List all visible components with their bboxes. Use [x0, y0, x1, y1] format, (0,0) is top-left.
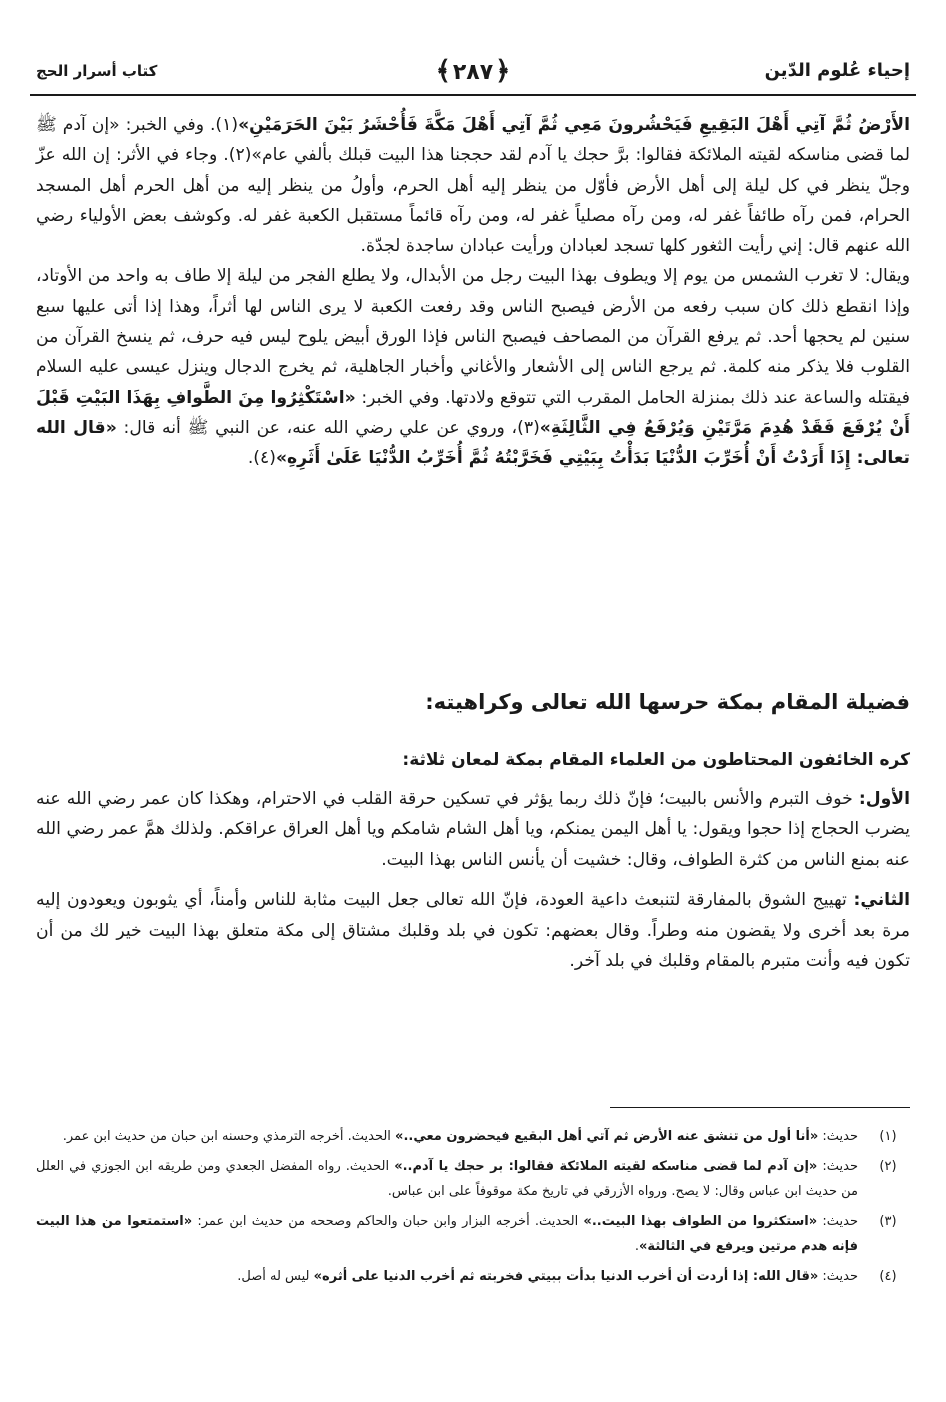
point-first — [36, 784, 910, 876]
footnote-text: . — [634, 1239, 640, 1254]
footnote — [36, 1264, 910, 1290]
text-run: (٤). — [247, 448, 276, 469]
footnote-text: حديث: — [817, 1213, 858, 1229]
page-number-block — [434, 56, 513, 86]
footnote-quote: «استمتعوا من هذا البيت فإنه هدم مرتين ويرفع في الثالثة» — [36, 1213, 858, 1254]
footnote-text: حديث: — [817, 1158, 858, 1174]
left-ornament-icon: ﴿ — [495, 56, 511, 86]
text-run: (٣)، وروي عن علي رضي الله عنه، عن النبي ﷺ أنه قال: — [116, 417, 540, 438]
footnote-text: حديث: — [818, 1129, 858, 1144]
hadith-quote: «اسْتَكْثِرُوا مِنَ الطَّوافِ بِهَذَا البَيْتِ قَبْلَ أَنْ يُرْفَعَ فَقَدْ هُدِمَ مَرَّتَيْنِ وَيُرْفَعُ فِي الثَّالِثَةِ» — [36, 387, 911, 438]
point-label: الثاني: — [853, 890, 910, 910]
page-header — [30, 52, 916, 96]
footnote — [36, 1154, 910, 1205]
footnotes — [36, 1124, 910, 1293]
point-text: تهييج الشوق بالمفارقة لتنبعث داعية العودة، فإنّ الله تعالى جعل البيت مثابة للناس وأمناً، أي يثوبون ويعودون إليه مرة بعد أخرى ولا يقضون منه وطراً. وقال بعضهم: تكون في بلد وقلبك مشتاق إلى مكة متعلق بهذا البيت خير لك من أن تكون فيه وأنت متبرم بالمقام وقلبك في بلد آخر. — [36, 890, 910, 971]
section-body — [36, 745, 910, 987]
footnote-text: حديث: — [818, 1268, 858, 1284]
footnote-text: الحديث. رواه المفضل الجعدي ومن طريقه ابن الجوزي في العلل من حديث ابن عباس وقال: لا يصح. ورواه الأزرقي في تاريخ مكة موقوفاً على ابن عباس. — [36, 1158, 858, 1199]
point-label: الأول: — [858, 788, 910, 809]
footnote-number: (٤) — [879, 1268, 897, 1284]
paragraph-2 — [36, 261, 910, 473]
point-second — [36, 885, 910, 977]
text-run: ويقال: لا تغرب الشمس من يوم إلا ويطوف بهذا البيت رجل من الأبدال، ولا يطلع الفجر من ليلة إلا طاف به واحد من الأوتاد، وإذا انقطع ذلك كان سبب رفعه من الأرض فيصبح الناس وقد رفعت الكعبة لا يرى الناس لها أثراً، وهذا إذا أتى عليها سبع سنين لم يحجها أحد. ثم يرفع القرآن من المصاحف فيصبح الناس فإذا الورق أبيض يلوح ليس فيه حرف، ثم ينسخ القرآن من القلوب فلا يذكر منه كلمة. ثم يرجع الناس إلى الأشعار والأغاني وأخبار الجاهلية، ثم يخرج الدجال وينزل عيسى عليه السلام فيقتله والساعة عند ذلك بمنزلة الحامل المقرب التي تتوقع ولادتها. وفي الخبر: — [36, 266, 910, 408]
footnote-number: (١) — [879, 1129, 897, 1144]
right-ornament-icon: ﴾ — [435, 56, 451, 86]
text-run: (١). وفي الخبر: «إن آدم ﷺ لما قضى مناسكه لقيته الملائكة فقالوا: برَّ حجك يا آدم لقد حججنا هذا البيت قبلك بألفي عام»(٢). وجاء في الأثر: إن الله عزّ وجلّ ينظر في كل ليلة إلى أهل الأرض فأوّل من ينظر إليه أهل الحرم، وأولُ من ينظر إليه من أهل الحرم أهل المسجد الحرام، فمن رآه طائفاً غفر له، ومن رآه مصلياً غفر له، ومن رآه قائماً مستقبل الكعبة غفر له. وكوشف بعض الأولياء رضي الله عنهم قال: إني رأيت الثغور كلها تسجد لعبادان ورأيت عبادان ساجدة لجدّة. — [36, 115, 910, 257]
footnote — [36, 1209, 910, 1260]
footnote-divider — [610, 1107, 910, 1108]
footnote-number: (٢) — [879, 1158, 897, 1174]
footnote-text: الحديث. أخرجه البزار وابن حبان والحاكم وصححه من حديث ابن عمر: — [192, 1213, 584, 1229]
footnote-text: ليس له أصل. — [237, 1268, 314, 1284]
footnote-quote: «استكثروا من الطواف بهذا البيت..» — [583, 1213, 818, 1229]
footnote-quote: «أنا أول من تنشق عنه الأرض ثم آتي أهل البقيع فيحضرون معي..» — [395, 1129, 819, 1144]
hadith-quote: «قال الله تعالى: إِذَا أَرَدْتُ أَنْ أُخَرِّبَ الدُّنْيَا بَدَأْتُ بِبَيْتِي فَخَرَّبْتُهُ ثُمَّ أُخَرِّبُ الدُّنْيَا عَلَىٰ أَثَرِهِ» — [36, 417, 910, 469]
main-text — [36, 110, 910, 474]
footnote-quote: «قال الله: إذا أردت أن أخرب الدنيا بدأت ببيتي فخربته ثم أخرب الدنيا على أثره» — [313, 1268, 819, 1284]
page-number: ٢٨٧ — [452, 60, 494, 85]
chapter-title: كتاب أسرار الحج — [36, 62, 158, 80]
footnote-quote: «إن آدم لما قضى مناسكه لقيته الملائكة فقالوا: بر حجك يا آدم..» — [394, 1158, 818, 1174]
footnote — [36, 1124, 910, 1150]
hadith-quote: الأَرْضُ ثُمَّ آتِي أَهْلَ البَقِيعِ فَيَحْشُرونَ مَعِي ثُمَّ آتِي أَهْلَ مَكَّةَ فَأُحْشَرُ بَيْنَ الحَرَمَيْنِ» — [238, 115, 910, 135]
book-title: إحياء عُلوم الدّين — [764, 60, 910, 81]
point-text: خوف التبرم والأنس بالبيت؛ فإنّ ذلك ربما يؤثر في تسكين حرقة القلب في الاحترام، وهكذا كان عمر رضي الله عنه يضرب الحجاج إذا حجوا ويقول: يا أهل اليمن يمنكم، ويا أهل الشام شامكم ويا أهل العراق عراقكم. ولذلك همَّ عمر رضي الله عنه بمنع الناس من كثرة الطواف، وقال: خشيت أن يأنس الناس بهذا البيت. — [36, 788, 910, 870]
section-intro: كره الخائفون المحتاطون من العلماء المقام بمكة لمعان ثلاثة: — [402, 750, 910, 770]
footnote-number: (٣) — [879, 1213, 897, 1229]
footnote-text: الحديث. أخرجه الترمذي وحسنه ابن حبان من حديث ابن عمر. — [62, 1129, 396, 1144]
paragraph-1 — [36, 110, 910, 261]
section-heading: فضيلة المقام بمكة حرسها الله تعالى وكراهيته: — [425, 690, 910, 714]
